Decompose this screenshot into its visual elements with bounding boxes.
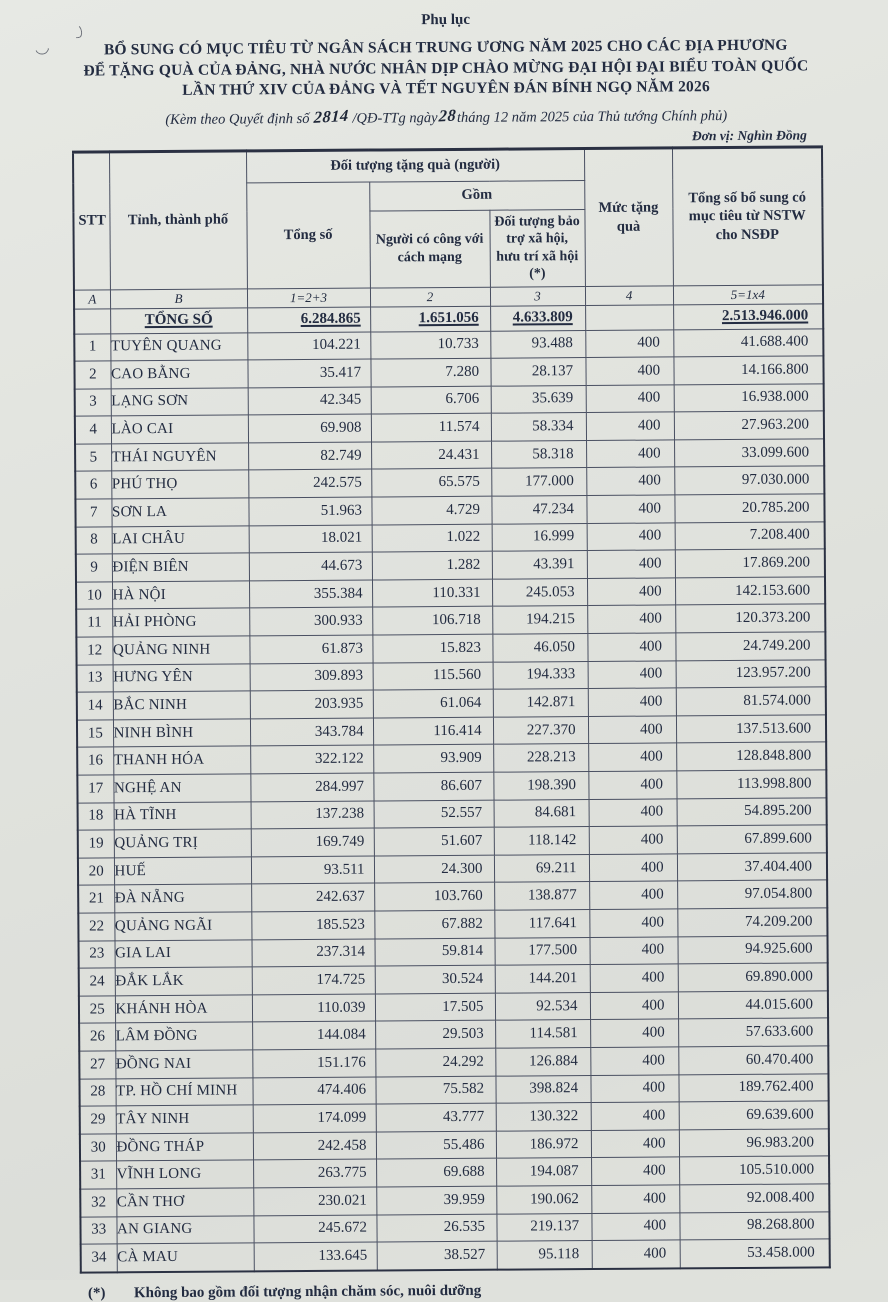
total-recipients: 185.523 — [251, 911, 374, 939]
row-index: 1 — [74, 333, 110, 361]
gift-level: 400 — [587, 550, 675, 578]
total-recipients: 174.099 — [253, 1104, 376, 1132]
gift-level: 400 — [585, 357, 673, 385]
header-social: Đối tượng bảo trợ xã hội, hưu trí xã hội (*) — [489, 209, 585, 287]
province-name: CẦN THƠ — [116, 1188, 253, 1217]
row-index: 19 — [78, 830, 114, 858]
total-recipients: 237.314 — [251, 939, 374, 967]
merit-recipients: 29.503 — [375, 1021, 495, 1049]
total-recipients: 144.084 — [252, 1021, 375, 1049]
province-name: HÀ NỘI — [112, 581, 249, 610]
total-recipients: 343.784 — [250, 718, 373, 746]
gift-level: 400 — [591, 1185, 679, 1213]
header-budget: Tổng số bổ sung có mục tiêu từ NSTW cho NSĐP — [672, 146, 823, 285]
social-recipients: 227.370 — [493, 716, 588, 744]
province-name: AN GIANG — [116, 1215, 253, 1244]
province-name: THÁI NGUYÊN — [111, 443, 248, 472]
budget-total: 53.458.000 — [680, 1239, 830, 1268]
header-includes: Gồm — [369, 180, 584, 211]
province-name: VĨNH LONG — [116, 1160, 253, 1189]
gift-level: 400 — [589, 854, 677, 882]
province-name: HẢI PHÒNG — [112, 608, 249, 637]
row-index: 23 — [79, 940, 115, 968]
document-content — [71, 5, 829, 1302]
handwritten-decision-number: 2814 — [313, 105, 349, 127]
merit-recipients: 24.300 — [374, 855, 494, 883]
social-recipients: 95.118 — [497, 1241, 592, 1270]
total-recipients: 61.873 — [249, 635, 372, 663]
row-index: 12 — [76, 637, 112, 665]
budget-total: 44.015.600 — [678, 991, 828, 1020]
budget-total: 189.762.400 — [678, 1073, 828, 1102]
province-name: TUYÊN QUANG — [110, 332, 247, 361]
subtitle-prefix: (Kèm theo Quyết định số — [165, 110, 310, 128]
province-name: BẮC NINH — [113, 691, 250, 720]
social-recipients: 58.334 — [491, 413, 586, 441]
gift-level: 400 — [587, 605, 675, 633]
merit-recipients: 116.414 — [373, 717, 493, 745]
province-name: LAI CHÂU — [112, 526, 249, 555]
appendix-label: Phụ lục — [421, 11, 471, 29]
gift-level: 400 — [591, 1130, 679, 1158]
row-index: 13 — [77, 664, 113, 692]
merit-recipients: 39.959 — [376, 1186, 496, 1214]
social-recipients: 58.318 — [491, 440, 586, 468]
row-index: 26 — [79, 1023, 115, 1051]
province-name: HUẾ — [114, 857, 251, 886]
province-name: QUẢNG NINH — [112, 636, 249, 665]
budget-total: 128.848.800 — [676, 742, 826, 771]
total-recipients: 263.775 — [253, 1159, 376, 1187]
social-recipients: 142.871 — [493, 689, 588, 717]
gift-level: 400 — [590, 992, 678, 1020]
merit-recipients: 61.064 — [373, 689, 493, 717]
row-index: 20 — [78, 858, 114, 886]
social-recipients: 93.488 — [490, 330, 585, 358]
budget-total: 20.785.200 — [674, 494, 824, 523]
social-recipients: 16.999 — [492, 523, 587, 551]
total-recipients: 245.672 — [253, 1215, 376, 1243]
budget-total: 67.899.600 — [677, 825, 827, 854]
header-stt: STT — [73, 151, 110, 289]
header-province: Tỉnh, thành phố — [109, 150, 247, 289]
total-recipients: 309.893 — [250, 663, 373, 691]
gift-level: 400 — [592, 1240, 680, 1269]
total-recipients: 104.221 — [247, 332, 370, 360]
row-index: 22 — [78, 913, 114, 941]
social-recipients: 228.213 — [493, 744, 588, 772]
decision-reference-line — [72, 104, 821, 129]
merit-recipients-sum: 1.651.056 — [370, 306, 490, 332]
social-recipients: 177.500 — [494, 937, 589, 965]
gift-level: 400 — [590, 1047, 678, 1075]
code-5: 5=1x4 — [673, 284, 823, 304]
header-total: Tổng số — [246, 182, 370, 289]
merit-recipients: 55.486 — [376, 1131, 496, 1159]
unit-label: Đơn vị: Nghìn Đồng — [691, 126, 807, 143]
merit-recipients: 106.718 — [372, 607, 492, 635]
budget-total: 96.983.200 — [679, 1129, 829, 1158]
row-index: 9 — [76, 554, 112, 582]
gift-level: 400 — [587, 633, 675, 661]
province-name: NINH BÌNH — [113, 719, 250, 748]
row-index: 14 — [77, 692, 113, 720]
merit-recipients: 6.706 — [371, 386, 491, 414]
social-recipients: 130.322 — [496, 1103, 591, 1131]
merit-recipients: 65.575 — [371, 469, 491, 497]
province-name: ĐỒNG THÁP — [116, 1133, 253, 1162]
row-index: 24 — [79, 968, 115, 996]
budget-total: 113.998.800 — [676, 770, 826, 799]
social-recipients: 194.087 — [496, 1158, 591, 1186]
province-name: LÀO CAI — [111, 415, 248, 444]
gift-level: 400 — [588, 743, 676, 771]
social-recipients: 126.884 — [495, 1047, 590, 1075]
budget-total: 94.925.600 — [678, 935, 828, 964]
merit-recipients: 51.607 — [374, 827, 494, 855]
merit-recipients: 11.574 — [371, 413, 491, 441]
row-index: 31 — [80, 1161, 116, 1189]
code-2: 2 — [370, 287, 490, 307]
province-name: CÀ MAU — [117, 1243, 254, 1272]
social-recipients: 194.215 — [492, 606, 587, 634]
budget-total: 97.030.000 — [674, 466, 824, 495]
budget-total: 74.209.200 — [677, 908, 827, 937]
row-index: 32 — [80, 1189, 116, 1217]
row-index: 29 — [80, 1106, 116, 1134]
total-recipients: 203.935 — [250, 690, 373, 718]
row-index: 10 — [76, 582, 112, 610]
merit-recipients: 93.909 — [373, 745, 493, 773]
gift-level: 400 — [585, 329, 673, 357]
social-recipients: 46.050 — [492, 634, 587, 662]
social-recipients: 84.681 — [494, 799, 589, 827]
total-recipients: 300.933 — [249, 607, 372, 635]
budget-total: 120.373.200 — [675, 604, 825, 633]
allocation-table — [72, 145, 831, 1273]
province-name: HÀ TĨNH — [114, 801, 251, 830]
table-header — [73, 146, 823, 333]
merit-recipients: 59.814 — [374, 938, 494, 966]
social-recipients: 92.534 — [495, 992, 590, 1020]
province-name: NGHỆ AN — [113, 774, 250, 803]
document-title — [71, 35, 820, 102]
budget-total: 81.574.000 — [676, 687, 826, 716]
gift-level: 400 — [586, 385, 674, 413]
social-recipients: 138.877 — [494, 882, 589, 910]
subtitle-middle: /QĐ-TTg ngày — [352, 109, 438, 127]
gift-level: 400 — [591, 1157, 679, 1185]
total-recipients: 242.575 — [248, 469, 371, 497]
province-name: ĐIỆN BIÊN — [112, 553, 249, 582]
total-recipients: 44.673 — [249, 552, 372, 580]
province-name: TP. HỒ CHÍ MINH — [115, 1077, 252, 1106]
row-index: 8 — [76, 526, 112, 554]
merit-recipients: 75.582 — [375, 1076, 495, 1104]
gift-level: 400 — [589, 798, 677, 826]
budget-sum: 2.513.946.000 — [673, 303, 823, 329]
social-recipients: 219.137 — [496, 1213, 591, 1241]
total-recipients: 42.345 — [248, 387, 371, 415]
gift-level: 400 — [588, 771, 676, 799]
merit-recipients: 115.560 — [373, 662, 493, 690]
header-gift-level: Mức tặng quà — [584, 147, 673, 286]
budget-total: 41.688.400 — [673, 328, 823, 357]
budget-total: 69.890.000 — [678, 963, 828, 992]
social-recipients: 114.581 — [495, 1020, 590, 1048]
gift-level: 400 — [591, 1102, 679, 1130]
province-name: QUẢNG TRỊ — [114, 829, 251, 858]
province-name: LẠNG SƠN — [111, 388, 248, 417]
province-name: THANH HÓA — [113, 746, 250, 775]
gift-level: 400 — [590, 1074, 678, 1102]
handwritten-day-number: 28 — [438, 104, 457, 126]
total-recipients: 230.021 — [253, 1187, 376, 1215]
gift-level: 400 — [586, 467, 674, 495]
merit-recipients: 69.688 — [376, 1158, 496, 1186]
footnote — [80, 1280, 829, 1302]
province-name: KHÁNH HÒA — [115, 995, 252, 1024]
row-index: 11 — [76, 609, 112, 637]
social-recipients: 198.390 — [493, 772, 588, 800]
gift-level: 400 — [588, 716, 676, 744]
social-recipients: 194.333 — [493, 661, 588, 689]
budget-total: 27.963.200 — [674, 411, 824, 440]
merit-recipients: 10.733 — [370, 331, 490, 359]
gift-level: 400 — [586, 440, 674, 468]
gift-level: 400 — [589, 909, 677, 937]
social-recipients: 35.639 — [491, 385, 586, 413]
province-name: ĐÀ NẴNG — [114, 884, 251, 913]
social-recipients-sum: 4.633.809 — [490, 305, 585, 331]
merit-recipients: 86.607 — [373, 772, 493, 800]
province-name: QUẢNG NGÃI — [114, 912, 251, 941]
total-recipients: 133.645 — [254, 1242, 377, 1271]
row-index: 6 — [75, 471, 111, 499]
total-recipients: 284.997 — [250, 773, 373, 801]
budget-total: 16.938.000 — [674, 384, 824, 413]
merit-recipients: 26.535 — [376, 1214, 496, 1242]
header-merit: Người có công với cách mạng — [369, 210, 490, 288]
social-recipients: 117.641 — [494, 909, 589, 937]
budget-total: 142.153.600 — [675, 577, 825, 606]
budget-total: 33.099.600 — [674, 439, 824, 468]
row-index: 28 — [79, 1078, 115, 1106]
total-recipients: 18.021 — [249, 525, 372, 553]
social-recipients: 118.142 — [494, 827, 589, 855]
budget-total: 17.869.200 — [675, 549, 825, 578]
code-a: A — [74, 289, 110, 308]
code-4: 4 — [585, 285, 673, 305]
province-name: ĐẮK LẮK — [115, 967, 252, 996]
total-recipients: 474.406 — [252, 1077, 375, 1105]
row-index: 15 — [77, 720, 113, 748]
gift-level: 400 — [590, 964, 678, 992]
budget-total: 7.208.400 — [675, 522, 825, 551]
budget-total: 24.749.200 — [675, 632, 825, 661]
total-row-stt — [74, 308, 110, 333]
total-recipients: 82.749 — [248, 442, 371, 470]
social-recipients: 186.972 — [496, 1130, 591, 1158]
pen-mark-icon — [34, 42, 50, 58]
merit-recipients: 1.022 — [372, 524, 492, 552]
budget-total: 92.008.400 — [679, 1184, 829, 1213]
merit-recipients: 67.882 — [374, 910, 494, 938]
gift-level: 400 — [586, 412, 674, 440]
budget-total: 69.639.600 — [679, 1101, 829, 1130]
row-index: 21 — [78, 885, 114, 913]
row-index: 2 — [74, 361, 110, 389]
merit-recipients: 15.823 — [372, 634, 492, 662]
province-name: LÂM ĐỒNG — [115, 1022, 252, 1051]
budget-total: 57.633.600 — [678, 1018, 828, 1047]
title-line-3: LẦN THỨ XIV CỦA ĐẢNG VÀ TẾT NGUYÊN ĐÁN BÍNH NGỌ NĂM 2026 — [182, 78, 710, 99]
code-1: 1=2+3 — [247, 288, 370, 308]
merit-recipients: 52.557 — [374, 800, 494, 828]
merit-recipients: 103.760 — [374, 883, 494, 911]
merit-recipients: 4.729 — [371, 496, 491, 524]
row-index: 34 — [81, 1244, 117, 1272]
budget-total: 54.895.200 — [677, 797, 827, 826]
social-recipients: 28.137 — [490, 358, 585, 386]
footnote-text: Không bao gồm đối tượng nhận chăm sóc, nuôi dưỡng — [133, 1282, 482, 1301]
province-name: CAO BẰNG — [110, 360, 247, 389]
title-line-2: ĐỂ TẶNG QUÀ CỦA ĐẢNG, NHÀ NƯỚC NHÂN DỊP CHÀO MỪNG ĐẠI HỘI ĐẠI BIỂU TOÀN QUỐC — [83, 56, 809, 80]
budget-total: 98.268.800 — [679, 1211, 829, 1240]
row-index: 30 — [80, 1134, 116, 1162]
total-recipients: 174.725 — [252, 966, 375, 994]
row-index: 5 — [75, 444, 111, 472]
row-index: 17 — [77, 775, 113, 803]
merit-recipients: 43.777 — [376, 1103, 496, 1131]
merit-recipients: 110.331 — [372, 579, 492, 607]
row-index: 7 — [75, 499, 111, 527]
subtitle-suffix: tháng 12 năm 2025 của Thủ tướng Chính phủ) — [456, 107, 728, 126]
budget-total: 60.470.400 — [678, 1046, 828, 1075]
merit-recipients: 24.292 — [375, 1048, 495, 1076]
gift-level: 400 — [590, 1019, 678, 1047]
total-recipients: 137.238 — [251, 801, 374, 829]
social-recipients: 47.234 — [491, 496, 586, 524]
row-index: 33 — [80, 1216, 116, 1244]
footnote-marker: (*) — [87, 1285, 106, 1302]
gift-level-sum — [585, 304, 673, 330]
social-recipients: 398.824 — [495, 1075, 590, 1103]
budget-total: 14.166.800 — [673, 356, 823, 385]
merit-recipients: 7.280 — [370, 358, 490, 386]
row-index: 16 — [77, 747, 113, 775]
merit-recipients: 38.527 — [377, 1241, 497, 1270]
gift-level: 400 — [589, 826, 677, 854]
province-name: ĐỒNG NAI — [115, 1050, 252, 1079]
total-row-label: TỔNG SỐ — [110, 307, 247, 333]
table-row — [81, 1239, 830, 1272]
row-index: 4 — [75, 416, 111, 444]
code-3: 3 — [490, 286, 585, 306]
total-recipients: 355.384 — [249, 580, 372, 608]
gift-level: 400 — [587, 523, 675, 551]
budget-total: 137.513.600 — [676, 715, 826, 744]
gift-level: 400 — [588, 688, 676, 716]
budget-total: 97.054.800 — [677, 880, 827, 909]
title-line-1: BỔ SUNG CÓ MỤC TIÊU TỪ NGÂN SÁCH TRUNG ƯƠNG NĂM 2025 CHO CÁC ĐỊA PHƯƠNG — [103, 36, 788, 59]
social-recipients: 245.053 — [492, 578, 587, 606]
gift-level: 400 — [587, 578, 675, 606]
province-name: PHÚ THỌ — [111, 470, 248, 499]
merit-recipients: 17.505 — [375, 993, 495, 1021]
province-name: TÂY NINH — [116, 1105, 253, 1134]
total-recipients: 169.749 — [251, 828, 374, 856]
province-name: GIA LAI — [115, 939, 252, 968]
social-recipients: 190.062 — [496, 1185, 591, 1213]
merit-recipients: 30.524 — [375, 965, 495, 993]
header-recipients-group: Đối tượng tặng quà (người) — [246, 148, 584, 182]
total-recipients: 110.039 — [252, 994, 375, 1022]
gift-level: 400 — [586, 495, 674, 523]
budget-total: 37.404.400 — [677, 853, 827, 882]
total-recipients: 242.458 — [253, 1132, 376, 1160]
total-recipients-sum: 6.284.865 — [247, 307, 370, 333]
province-name: HƯNG YÊN — [113, 664, 250, 693]
budget-total: 123.957.200 — [676, 659, 826, 688]
social-recipients: 177.000 — [491, 468, 586, 496]
total-recipients: 35.417 — [247, 359, 370, 387]
total-recipients: 322.122 — [250, 745, 373, 773]
budget-total: 105.510.000 — [679, 1156, 829, 1185]
table-body — [74, 328, 830, 1272]
total-recipients: 69.908 — [248, 414, 371, 442]
total-recipients: 242.637 — [251, 883, 374, 911]
gift-level: 400 — [591, 1212, 679, 1240]
gift-level: 400 — [589, 881, 677, 909]
row-index: 3 — [75, 389, 111, 417]
total-recipients: 51.963 — [248, 497, 371, 525]
gift-level: 400 — [588, 661, 676, 689]
row-index: 25 — [79, 996, 115, 1024]
social-recipients: 43.391 — [492, 551, 587, 579]
merit-recipients: 1.282 — [372, 551, 492, 579]
merit-recipients: 24.431 — [371, 441, 491, 469]
row-index: 18 — [78, 802, 114, 830]
total-recipients: 93.511 — [251, 856, 374, 884]
row-index: 27 — [79, 1051, 115, 1079]
code-b: B — [110, 288, 247, 308]
social-recipients: 144.201 — [495, 965, 590, 993]
social-recipients: 69.211 — [494, 854, 589, 882]
total-recipients: 151.176 — [252, 1049, 375, 1077]
province-name: SƠN LA — [111, 498, 248, 527]
gift-level: 400 — [590, 936, 678, 964]
